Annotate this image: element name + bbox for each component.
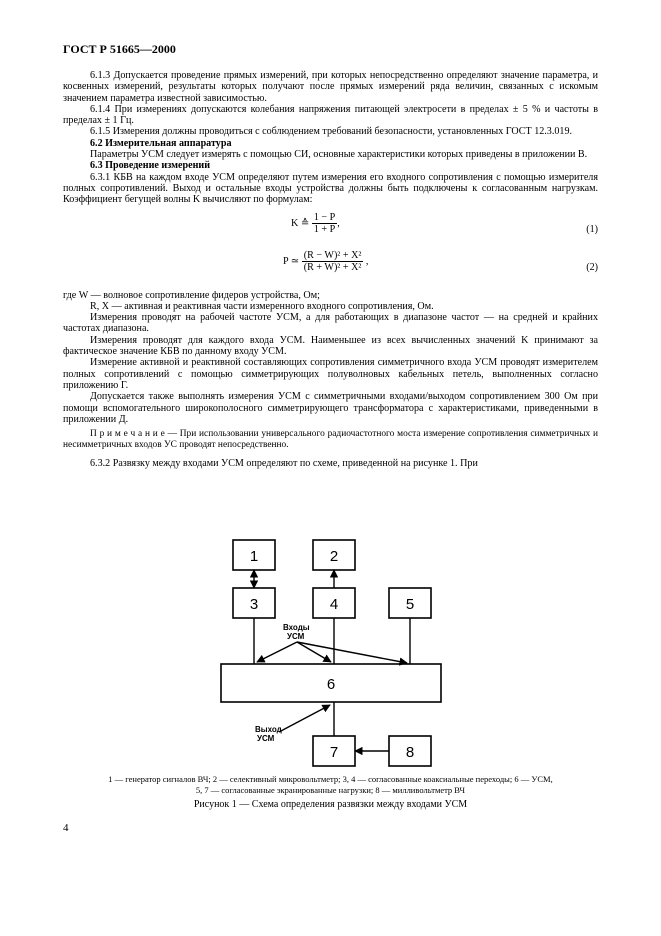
inputs-label-2: УСМ [287,632,305,641]
figure-legend-line-1: 1 — генератор сигналов ВЧ; 2 — селективный микровольтметр; 3, 4 — согласованные коаксиальные переходы; 6 — УСМ, [108,774,553,784]
page-number: 4 [63,822,69,834]
paragraph-measure-frequency: Измерения проводят на рабочей частоте УСМ, а для работающих в диапазоне частот — на средней и крайних частотах диапазона. [63,312,598,335]
block-1-label: 1 [249,548,259,565]
formula-2-lhs: P ≃ [283,255,300,267]
formula-1-denominator: 1 + P [313,223,336,235]
formula-2-fraction [302,250,364,274]
figure-title: Рисунок 1 — Схема определения развязки между входами УСМ [193,799,468,810]
diagram-figure-1 [213,536,453,771]
paragraph-6-1-4: 6.1.4 При измерениях допускаются колебания напряжения питающей электросети в пределах ± 5 % и частоты в пределах ± 1 Гц. [63,103,598,127]
paragraph-6-2: Параметры УСМ следует измерять с помощью СИ, основные характеристики которых приведены в приложении В. [90,149,588,161]
paragraph-6-1-3: 6.1.3 Допускается проведение прямых измерений, при которых непосредственно определяют значение параметра, и косвенных измерений, результаты которых получают после прямых измерений ряда величин, связанных с искомым значением параметра известной зависимостью. [63,70,598,104]
block-7-label: 7 [329,744,339,761]
paragraph-symmetric: Измерение активной и реактивной составляющих сопротивления симметричного входа УСМ проводят измерителем полных сопротивлений с помощью симметрирующих полуволновых кабельных петель, выполненных согласно приложению Г. [63,357,598,391]
output-label-1: Выход [255,725,282,734]
figure-legend [30,774,631,796]
formula-1-fraction [312,212,337,236]
formula-2-denominator: (R + W)² + X² [303,261,362,273]
formula-2-tail: , [365,255,369,267]
paragraph-allowed: Допускается также выполнять измерения УСМ с симметричными входами/выходом сопротивлением 300 Ом при помощи вспомогательного широкополосного симметрирующего трансформатора с характеристиками, приведенными в приложении Д. [63,391,598,425]
paragraph-6-3-2: 6.3.2 Развязку между входами УСМ определяют по схеме, приведенной на рисунке 1. При [90,457,478,469]
formula-2-numerator: (R − W)² + X² [303,249,362,261]
block-6-label: 6 [326,676,336,693]
formula-1-tail: , [337,217,340,229]
heading-6-3: 6.3 Проведение измерений [90,160,211,172]
formula-2-label: (2) [586,261,598,273]
paragraph-each-input: Измерения проводят для каждого входа УСМ. Наименьшее из всех вычисленных значений K принимают за фактическое значение КБВ по данному входу УСМ. [63,334,598,358]
formula-1-label: (1) [586,223,598,235]
output-label-2: УСМ [257,734,275,743]
block-3-label: 3 [249,596,259,613]
block-8-label: 8 [405,744,415,761]
paragraph-6-1-5: 6.1.5 Измерения должны проводиться с соблюдением требований безопасности, установленных ГОСТ 12.3.019. [90,126,573,138]
formula-1 [63,212,598,246]
heading-6-2: 6.2 Измерительная аппаратура [90,137,232,149]
where-line-2: R, X — активная и реактивная части измеренного входного сопротивления, Ом. [90,300,434,312]
formula-2 [63,250,598,284]
document-header: ГОСТ Р 51665—2000 [63,42,176,56]
formula-1-lhs: K ≙ [291,217,310,229]
where-line-1: где W — волновое сопротивление фидеров устройства, Ом; [63,289,320,301]
block-5-label: 5 [405,596,415,613]
inputs-label-1: Входы [283,623,310,632]
block-4-label: 4 [329,596,339,613]
figure-legend-line-2: 5, 7 — согласованные экранированные нагрузки; 8 — милливольтметр ВЧ [195,785,466,795]
block-2-label: 2 [329,548,339,565]
note: П р и м е ч а н и е — При использовании универсального радиочастотного моста измерение сопротивления симметричных и несимметричных входов УС проводят непосредственно. [63,429,598,451]
paragraph-6-3-1: 6.3.1 КБВ на каждом входе УСМ определяют путем измерения его входного сопротивления с помощью измерителя полных сопротивлений. Выход и остальные входы устройства должны быть подключены к согласованным нагрузкам. Коэффициент бегущей волны K вычисляют по формулам: [63,171,598,206]
document-body [63,70,598,469]
formula-1-numerator: 1 − P [313,211,336,223]
